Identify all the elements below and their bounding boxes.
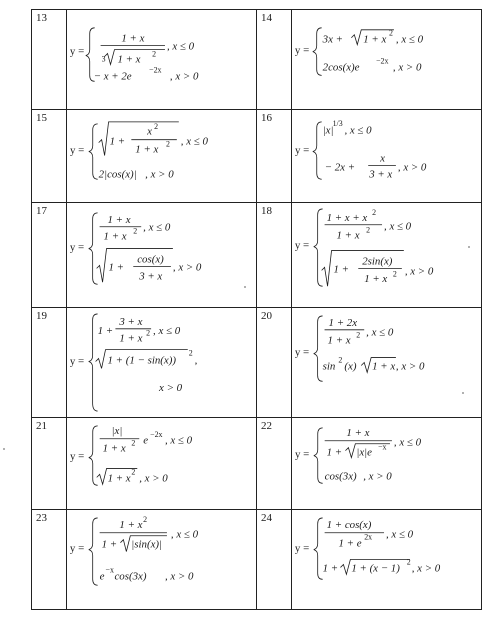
y-label: y = <box>294 144 310 157</box>
variant-number: 13 <box>32 10 67 110</box>
table-row <box>32 10 482 110</box>
condition: , x ≤ 0 <box>386 528 414 541</box>
formula-cell <box>67 203 257 308</box>
superscript: −x <box>105 565 114 575</box>
y-label: y = <box>294 44 310 57</box>
formula-cell <box>292 110 482 203</box>
superscript: 2 <box>143 514 148 524</box>
variant-number: 20 <box>257 308 292 418</box>
branch-2-mid: (x) <box>344 360 357 373</box>
superscript: −2x <box>150 429 163 439</box>
root-index: 3 <box>101 54 106 64</box>
y-label: y = <box>294 346 310 359</box>
condition: , x > 0 <box>172 261 202 274</box>
condition: , x ≤ 0 <box>344 124 372 137</box>
superscript: 2 <box>372 207 377 217</box>
condition: , x > 0 <box>363 470 392 483</box>
denominator: 1 + x <box>135 143 159 156</box>
formula-22 <box>292 418 481 509</box>
formula-18 <box>292 203 481 307</box>
formula-21 <box>67 418 256 509</box>
brace <box>89 213 98 284</box>
exponential: e <box>143 434 149 447</box>
branch-2: e <box>99 570 105 583</box>
numerator: 3 + x <box>119 315 143 328</box>
variants-table <box>31 9 482 610</box>
radicand-prefix: 1 + <box>333 263 350 276</box>
brace <box>314 209 323 286</box>
condition: , x ≤ 0 <box>143 221 171 234</box>
denominator: 1 + x <box>119 332 143 345</box>
denominator-prefix: 1 + <box>326 446 343 459</box>
denominator: 1 + e <box>338 537 362 550</box>
condition: , x > 0 <box>397 161 427 174</box>
superscript: 2 <box>154 121 159 131</box>
comma: , <box>194 354 198 367</box>
numerator: cos(x) <box>137 253 164 266</box>
y-label: y = <box>69 355 85 368</box>
numerator: 1 + cos(x) <box>326 518 372 531</box>
condition: , x ≤ 0 <box>366 326 394 339</box>
formula-23 <box>67 510 256 609</box>
variant-number: 16 <box>257 110 292 203</box>
variant-number: 19 <box>32 308 67 418</box>
brace <box>89 314 98 411</box>
superscript: 2 <box>406 557 411 567</box>
y-label: y = <box>294 542 310 555</box>
variant-number: 21 <box>32 418 67 510</box>
condition: , x ≤ 0 <box>166 40 195 53</box>
formula-17 <box>67 203 256 307</box>
numerator: 1 + x <box>119 518 143 531</box>
superscript: 1/3 <box>332 118 343 128</box>
condition: , x > 0 <box>411 562 441 575</box>
y-label: y = <box>295 448 310 461</box>
variant-number: 15 <box>32 110 67 203</box>
y-label: y = <box>69 241 85 254</box>
condition: , x ≤ 0 <box>170 528 199 541</box>
superscript: 2 <box>388 28 393 38</box>
branch-1: |x| <box>322 124 334 137</box>
denominator: 1 + x <box>327 334 351 347</box>
denominator: 1 + x <box>117 53 141 66</box>
denominator: 1 + x <box>103 230 127 243</box>
superscript: 2 <box>165 139 170 149</box>
scan-speck <box>3 448 5 450</box>
denominator: 1 + x <box>102 442 126 455</box>
brace <box>314 518 323 579</box>
radicand-prefix: 1 + <box>109 135 126 148</box>
numerator: |x| <box>111 424 123 437</box>
superscript: −2x <box>149 65 162 75</box>
radicand: 1 + x <box>372 360 396 373</box>
condition: , x > 0 <box>139 472 168 485</box>
radicand: 1 + (x − 1) <box>351 562 400 575</box>
branch-2: sin <box>322 360 336 373</box>
denominator: 3 + x <box>139 270 163 283</box>
superscript: 2 <box>131 438 136 448</box>
superscript: 2 <box>133 226 138 236</box>
numerator: 1 + x <box>346 426 370 439</box>
brace <box>314 316 323 381</box>
radicand: |sin(x)| <box>131 538 163 551</box>
denominator: 1 + x <box>364 273 388 286</box>
condition: , x ≤ 0 <box>164 434 193 447</box>
variant-number: 14 <box>257 10 292 110</box>
brace <box>313 122 322 179</box>
radicand: 1 + x <box>107 472 131 485</box>
table-row <box>32 308 482 418</box>
brace <box>89 124 98 179</box>
radicand: |x|e <box>356 446 372 459</box>
table-row <box>32 510 482 610</box>
superscript: 2 <box>146 328 151 338</box>
denominator: 3 + x <box>369 168 393 181</box>
formula-cell <box>67 510 257 610</box>
brace <box>313 28 322 76</box>
branch-1: 3x + <box>322 33 343 46</box>
superscript: 2x <box>364 532 373 542</box>
formula-cell <box>67 418 257 510</box>
condition: , x ≤ 0 <box>384 220 412 233</box>
condition: , x > 0 <box>404 265 434 278</box>
variant-number: 24 <box>257 510 292 610</box>
numerator: 2sin(x) <box>362 255 393 268</box>
condition: , x ≤ 0 <box>180 135 208 148</box>
condition: , x > 0 <box>145 168 174 181</box>
condition: , x ≤ 0 <box>395 33 424 46</box>
y-label: y = <box>69 45 85 58</box>
numerator: 1 + 2x <box>328 316 358 329</box>
superscript: 2 <box>152 49 157 59</box>
brace <box>89 426 98 485</box>
variant-number: 22 <box>257 418 292 510</box>
numerator: 1 + x <box>107 213 131 226</box>
y-label: y = <box>69 542 85 555</box>
formula-cell <box>292 203 482 308</box>
y-label: y = <box>70 450 85 463</box>
formula-cell <box>292 10 482 110</box>
superscript: 2 <box>392 269 397 279</box>
formula-14 <box>292 10 481 109</box>
superscript: 2 <box>356 330 361 340</box>
branch-2: cos(3x) <box>324 470 357 483</box>
superscript: 2 <box>338 355 343 365</box>
superscript: 2 <box>131 467 136 477</box>
variant-number: 23 <box>32 510 67 610</box>
scan-speck <box>468 246 470 248</box>
formula-24 <box>292 510 481 609</box>
branch-2: 2|cos(x)| <box>98 168 137 181</box>
branch-2-tail: cos(3x) <box>114 570 147 583</box>
y-label: y = <box>69 144 85 157</box>
superscript: 2 <box>366 225 371 235</box>
formula-cell <box>292 308 482 418</box>
brace <box>314 428 323 483</box>
superscript: −x <box>378 442 387 452</box>
table-row <box>32 418 482 510</box>
denominator-prefix: 1 + <box>101 538 118 551</box>
superscript: 2 <box>188 348 193 358</box>
numerator: x <box>380 152 385 165</box>
table-row <box>32 110 482 203</box>
formula-cell <box>292 510 482 610</box>
condition: x > 0 <box>159 382 183 395</box>
variant-number: 17 <box>32 203 67 308</box>
variant-number: 18 <box>257 203 292 308</box>
branch-2: − x + 2e <box>93 70 132 83</box>
numerator: 1 + x + x <box>326 211 368 224</box>
formula-13 <box>67 10 256 109</box>
radicand: 1 + (1 − sin(x)) <box>107 354 177 367</box>
denominator: 1 + x <box>336 229 360 242</box>
scan-speck <box>462 392 464 394</box>
condition: , x > 0 <box>164 570 194 583</box>
condition: , x > 0 <box>392 61 422 74</box>
condition: , x > 0 <box>395 360 425 373</box>
y-label: y = <box>294 239 310 252</box>
formula-19 <box>67 308 256 417</box>
numerator: x <box>147 125 152 138</box>
branch-2: 2cos(x)e <box>322 61 360 74</box>
superscript: −2x <box>376 56 389 66</box>
formula-cell <box>67 110 257 203</box>
condition: , x > 0 <box>169 70 199 83</box>
scan-speck <box>244 286 246 288</box>
branch-2-prefix: 1 + <box>322 562 339 575</box>
branch-1-prefix: 1 + <box>97 324 114 337</box>
radicand: 1 + x <box>363 33 387 46</box>
radicand-prefix: 1 + <box>108 261 125 274</box>
formula-cell <box>292 418 482 510</box>
brace <box>89 518 98 585</box>
formula-16 <box>292 110 481 202</box>
branch-2: − 2x + <box>324 161 356 174</box>
formula-cell <box>67 308 257 418</box>
numerator: 1 + x <box>121 32 145 45</box>
formula-cell <box>67 10 257 110</box>
formula-20 <box>292 308 481 417</box>
formula-15 <box>67 110 256 202</box>
table-row <box>32 203 482 308</box>
condition: , x ≤ 0 <box>393 436 422 449</box>
condition: , x ≤ 0 <box>153 324 181 337</box>
